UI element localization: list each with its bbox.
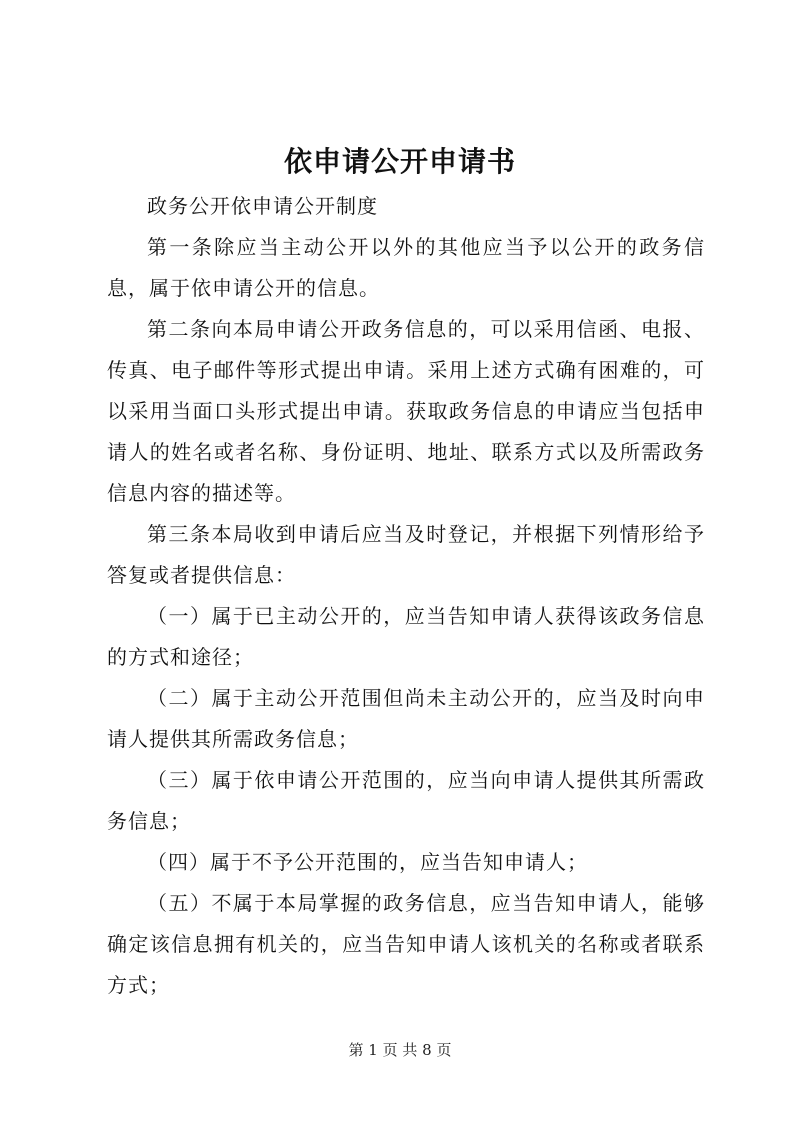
document-title: 依申请公开申请书 <box>283 145 516 178</box>
paragraph-item-2: （二）属于主动公开范围但尚未主动公开的，应当及时向申请人提供其所需政务信息； <box>107 686 705 751</box>
document-body <box>107 186 705 1006</box>
paragraph-item-4: （四）属于不予公开范围的，应当告知申请人； <box>147 850 588 874</box>
paragraph-item-3: （三）属于依申请公开范围的，应当向申请人提供其所需政务信息； <box>107 768 705 833</box>
paragraph-article-3: 第三条本局收到申请后应当及时登记，并根据下列情形给予答复或者提供信息： <box>107 522 705 587</box>
page-number-footer: 第 1 页 共 8 页 <box>348 1041 452 1059</box>
paragraph-article-1: 第一条除应当主动公开以外的其他应当予以公开的政务信息，属于依申请公开的信息。 <box>107 235 705 300</box>
paragraph-item-5: （五）不属于本局掌握的政务信息，应当告知申请人，能够确定该信息拥有机关的，应当告知申请人该机关的名称或者联系方式； <box>107 891 705 997</box>
paragraph-article-2: 第二条向本局申请公开政务信息的，可以采用信函、电报、传真、电子邮件等形式提出申请。采用上述方式确有困难的，可以采用当面口头形式提出申请。获取政务信息的申请应当包括申请人的姓名或者名称、身份证明、地址、联系方式以及所需政务信息内容的描述等。 <box>107 317 705 505</box>
paragraph-heading: 政务公开依申请公开制度 <box>147 194 378 218</box>
paragraph-item-1: （一）属于已主动公开的，应当告知申请人获得该政务信息的方式和途径； <box>107 604 705 669</box>
